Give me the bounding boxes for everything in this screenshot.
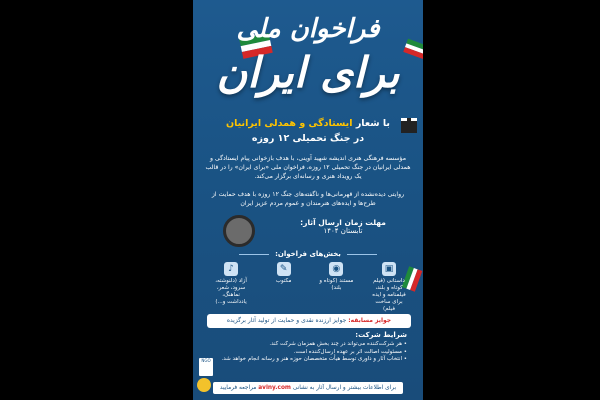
sections-title <box>193 250 423 258</box>
logo-text: NGO <box>201 358 211 363</box>
organization-logo <box>199 358 213 376</box>
sections-title-text: بخش‌های فراخوان: <box>275 250 341 258</box>
condition-text: هر شرکت‌کننده می‌تواند در چند بخش همزمان شرکت کند. <box>269 341 402 347</box>
condition-item: • انتخاب آثار و داوری توسط هیأت متخصصان حوزه هنر و رسانه انجام خواهد شد. <box>221 356 407 362</box>
deadline-value: تابستان ۱۴۰۴ <box>323 227 363 235</box>
category-item <box>213 262 249 313</box>
footer-url[interactable]: aviny.com <box>258 385 291 391</box>
dove-icon <box>197 378 211 392</box>
deadline <box>293 218 393 235</box>
deadline-title: مهلت زمان ارسال آثار: <box>300 218 386 227</box>
intro-paragraph: مؤسسه فرهنگی هنری اندیشه شهید آوینی، با هدف بازخوانی پیام ایستادگی و همدلی ایرانیان در جنگ تحمیلی ۱۲ روزه، فراخوان ملی «برای ایران» را در قالب یک رویداد هنری و رسانه‌ای برگزار می‌کند. <box>205 155 411 180</box>
category-label: مکتوب <box>275 278 292 284</box>
category-label: آزاد (دلنوشته، سرود، شعر، نماهنگ، یادداشت و...) <box>215 278 247 305</box>
category-label: داستانی (فیلم کوتاه و بلند، فیلمنامه و ایده برای ساخت فیلم) <box>372 278 406 312</box>
category-item <box>266 262 302 313</box>
camera-icon: ◉ <box>329 262 343 276</box>
awards-label: جوایز مسابقه: <box>348 317 392 324</box>
condition-text: انتخاب آثار و داوری توسط هیأت متخصصان حوزه هنر و رسانه انجام خواهد شد. <box>221 356 402 362</box>
slogan <box>201 118 415 129</box>
film-icon: ▣ <box>382 262 396 276</box>
footer-banner <box>213 382 403 394</box>
category-item <box>371 262 407 313</box>
condition-text: مسئولیت اصالت اثر بر عهده ارسال‌کننده است. <box>293 348 402 355</box>
film-reel-icon <box>223 215 255 247</box>
footer-suffix: مراجعه فرمایید <box>219 385 257 391</box>
slogan-prefix: با شعار <box>355 118 390 129</box>
poster <box>193 0 423 400</box>
condition-item: • مسئولیت اصالت اثر بر عهده ارسال‌کننده است. <box>293 348 407 355</box>
pen-icon: ✎ <box>277 262 291 276</box>
condition-item: • هر شرکت‌کننده می‌تواند در چند بخش همزمان شرکت کند. <box>269 341 407 347</box>
conditions-title: شرایط شرکت: <box>355 331 407 339</box>
conditions-list <box>221 341 407 364</box>
footer-prefix: برای اطلاعات بیشتر و ارسال آثار به نشانی <box>292 385 397 391</box>
category-label: مستند (کوتاه و بلند) <box>319 278 354 291</box>
slogan-highlight: ایستادگی و همدلی ایرانیان <box>225 118 353 129</box>
header-title: برای ایران <box>216 48 400 97</box>
awards-text: جوایز ارزنده نقدی و حمایت از تولید آثار برگزیده <box>226 317 347 324</box>
slogan-line2: در جنگ تحمیلی ۱۲ روزه <box>251 133 365 144</box>
header-small: فراخوان ملی <box>236 14 380 44</box>
category-item <box>318 262 354 313</box>
awards-banner <box>207 314 411 328</box>
goal-paragraph: روایتی دیده‌نشده از قهرمانی‌ها و ناگفته‌های جنگ ۱۲ روزه با هدف حمایت از طرح‌ها و ایده‌های هنرمندان و عموم مردم عزیز ایران <box>211 191 405 207</box>
categories <box>213 262 407 313</box>
music-icon: ♪ <box>224 262 238 276</box>
